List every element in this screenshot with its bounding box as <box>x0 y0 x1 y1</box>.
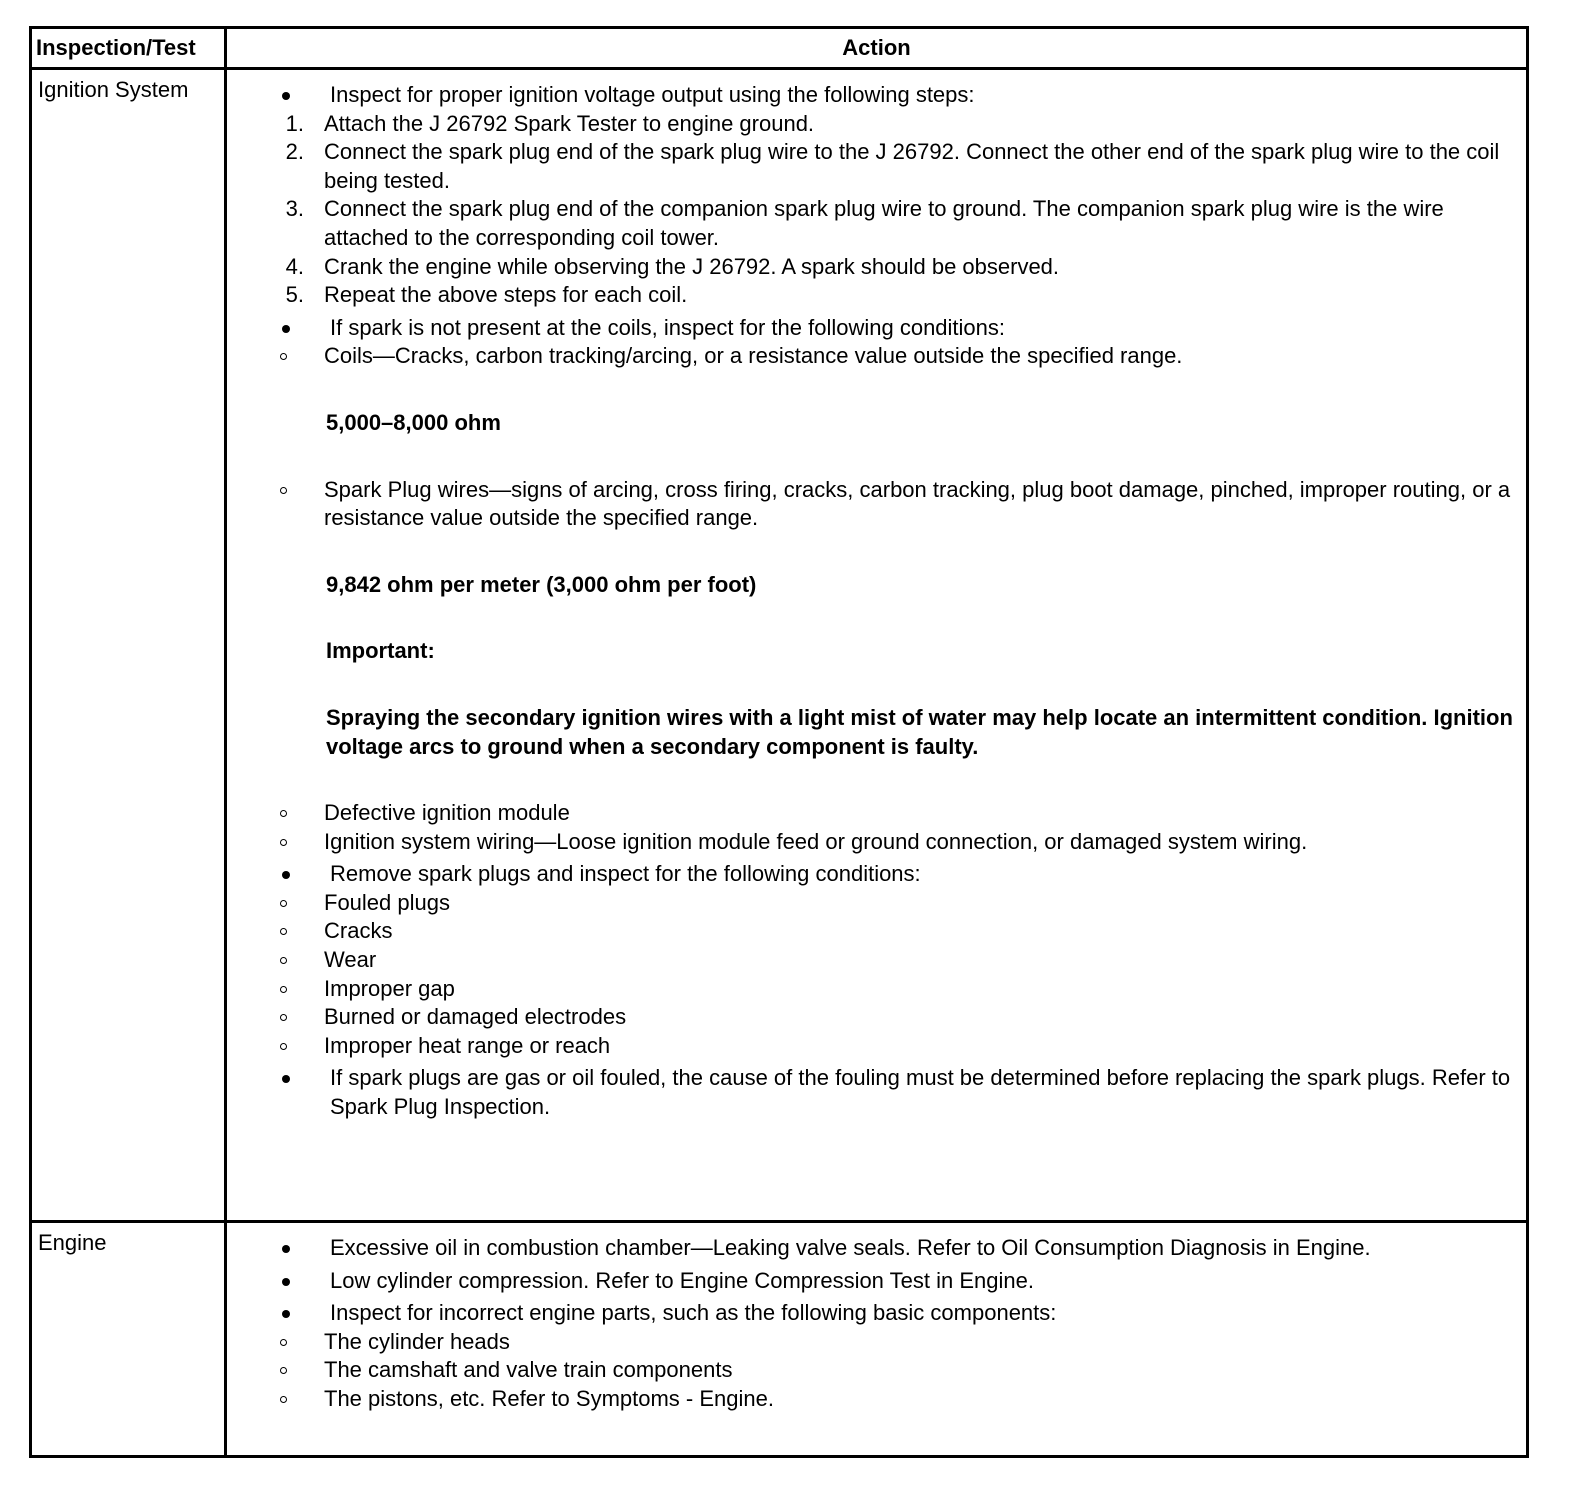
condition-text: Spark Plug wires—signs of arcing, cross firing, cracks, carbon tracking, plug boot damage, pinched, improper routing, or a resistance value outside the specified range. <box>324 476 1511 531</box>
condition-item <box>224 799 1526 828</box>
row-label-engine: Engine <box>38 1230 107 1255</box>
bullet-text: If spark is not present at the coils, inspect for the following conditions: <box>330 314 1006 340</box>
circle-bullet-icon <box>280 928 287 935</box>
important-label: Important: <box>326 638 435 664</box>
condition-text: Cracks <box>324 918 393 944</box>
row-divider <box>32 1220 1526 1223</box>
step-number: 4. <box>285 253 304 279</box>
step-text: Connect the spark plug end of the companion spark plug wire to ground. The companion spark plug wire is the wire attached to the corresponding coil tower. <box>324 196 1444 250</box>
circle-bullet-icon <box>280 810 287 817</box>
condition-text: Improper heat range or reach <box>324 1032 611 1058</box>
condition-item <box>224 342 1526 371</box>
condition-text: Fouled plugs <box>324 889 450 915</box>
coil-resistance-spec: 5,000–8,000 ohm <box>326 409 501 435</box>
condition-item <box>224 1032 1526 1061</box>
component-list <box>226 1328 1526 1414</box>
numbered-steps <box>226 110 1526 310</box>
condition-text: Ignition system wiring—Loose ignition module feed or ground connection, or damaged system wiring. <box>324 828 1308 854</box>
bullet-icon <box>282 1278 290 1286</box>
list-item <box>228 1267 1526 1296</box>
bullet-text: Low cylinder compression. Refer to Engine Compression Test in Engine. <box>330 1267 1034 1293</box>
bullet-text: If spark plugs are gas or oil fouled, the cause of the fouling must be determined before replacing the spark plugs. Refer to Spark Plug Inspection. <box>330 1065 1511 1120</box>
bullet-icon <box>282 871 290 879</box>
bullet-icon <box>282 1075 290 1083</box>
bullet-icon <box>282 1310 290 1318</box>
bullet-icon <box>282 1245 290 1253</box>
column-header-action: Action <box>842 35 911 60</box>
list-item <box>228 1234 1526 1263</box>
step-text: Repeat the above steps for each coil. <box>324 282 688 308</box>
circle-bullet-icon <box>280 839 287 846</box>
step-text: Attach the J 26792 Spark Tester to engine ground. <box>324 110 815 136</box>
condition-list <box>226 889 1526 1061</box>
circle-bullet-icon <box>280 487 287 494</box>
condition-item <box>224 975 1526 1004</box>
circle-bullet-icon <box>280 1396 287 1403</box>
list-item <box>228 1299 1526 1328</box>
important-note: Spraying the secondary ignition wires with a light mist of water may help locate an intermittent condition. Ignition voltage arcs to ground when a secondary component is faulty. <box>326 704 1513 759</box>
step-number: 1. <box>285 110 304 136</box>
bullet-text: Inspect for proper ignition voltage output using the following steps: <box>330 82 975 107</box>
condition-text: Improper gap <box>324 975 455 1001</box>
condition-item <box>224 946 1526 975</box>
list-item <box>228 81 1526 110</box>
action-cell-engine <box>228 1234 1526 1414</box>
list-item <box>228 314 1526 343</box>
step-item <box>224 110 1526 139</box>
circle-bullet-icon <box>280 353 287 360</box>
list-item <box>228 860 1526 889</box>
circle-bullet-icon <box>280 957 287 964</box>
condition-item <box>224 828 1526 857</box>
bullet-text: Remove spark plugs and inspect for the following conditions: <box>330 861 921 887</box>
circle-bullet-icon <box>280 1367 287 1374</box>
circle-bullet-icon <box>280 1043 287 1050</box>
condition-item <box>224 476 1526 533</box>
list-item <box>228 1064 1526 1121</box>
bullet-text: Excessive oil in combustion chamber—Leaking valve seals. Refer to Oil Consumption Diagnosis in Engine. <box>330 1235 1371 1260</box>
header-row-divider <box>32 67 1526 70</box>
component-item <box>224 1328 1526 1357</box>
circle-bullet-icon <box>280 1339 287 1346</box>
step-item <box>224 253 1526 282</box>
condition-text: Burned or damaged electrodes <box>324 1004 627 1030</box>
bullet-icon <box>282 92 290 100</box>
condition-text: Coils—Cracks, carbon tracking/arcing, or a resistance value outside the specified range. <box>324 343 1183 369</box>
condition-list <box>226 342 1526 856</box>
condition-text: Defective ignition module <box>324 800 570 826</box>
row-label-ignition-system: Ignition System <box>38 77 189 102</box>
step-text: Crank the engine while observing the J 26792. A spark should be observed. <box>324 253 1060 279</box>
bullet-icon <box>282 325 290 333</box>
condition-item <box>224 889 1526 918</box>
step-item <box>224 281 1526 310</box>
component-text: The pistons, etc. Refer to Symptoms - Engine. <box>324 1385 774 1411</box>
step-number: 2. <box>285 139 304 165</box>
step-number: 3. <box>285 196 304 222</box>
circle-bullet-icon <box>280 986 287 993</box>
bullet-text: Inspect for incorrect engine parts, such as the following basic components: <box>330 1300 1057 1326</box>
step-text: Connect the spark plug end of the spark plug wire to the J 26792. Connect the other end of the spark plug wire to the coil being tested. <box>324 139 1500 193</box>
step-item <box>224 138 1526 195</box>
action-cell-ignition-system <box>228 81 1526 1122</box>
circle-bullet-icon <box>280 900 287 907</box>
wire-resistance-spec: 9,842 ohm per meter (3,000 ohm per foot) <box>326 571 757 597</box>
step-item <box>224 195 1526 252</box>
column-header-inspection-test: Inspection/Test <box>36 35 196 60</box>
circle-bullet-icon <box>280 1014 287 1021</box>
step-number: 5. <box>285 282 304 308</box>
condition-item <box>224 917 1526 946</box>
component-item <box>224 1356 1526 1385</box>
component-text: The camshaft and valve train components <box>324 1357 733 1383</box>
inspection-table <box>29 26 1529 1458</box>
condition-item <box>224 1003 1526 1032</box>
condition-text: Wear <box>324 947 377 973</box>
component-item <box>224 1385 1526 1414</box>
component-text: The cylinder heads <box>324 1328 510 1354</box>
